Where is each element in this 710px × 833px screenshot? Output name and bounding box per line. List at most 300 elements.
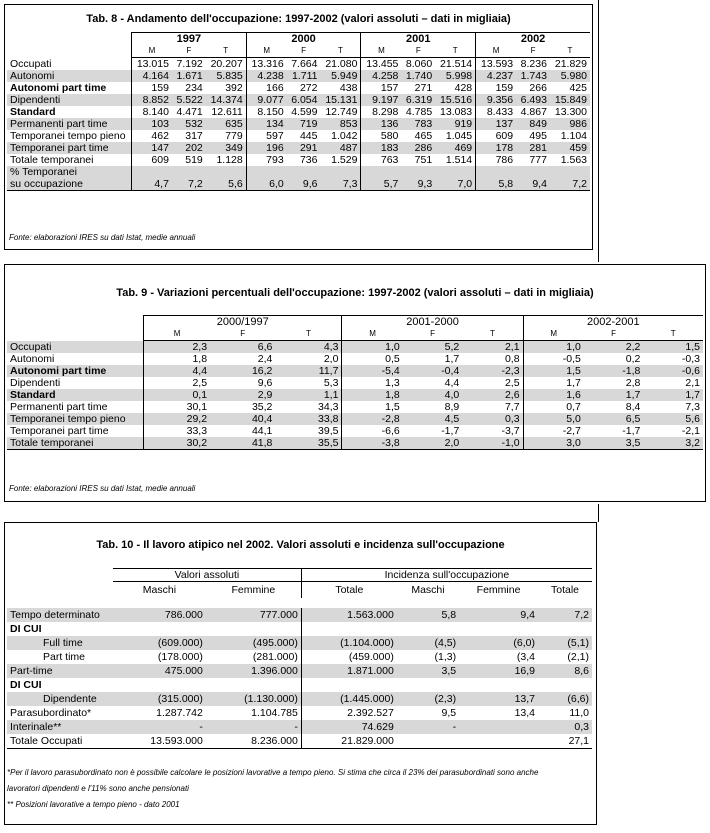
cell-value: 6.319	[401, 94, 435, 106]
cell-empty	[287, 166, 321, 178]
cell-value: 157	[361, 82, 401, 94]
row-label: Totale temporanei	[7, 437, 144, 450]
cell-value: 786	[476, 154, 516, 166]
cell-value: 5.949	[320, 70, 360, 82]
table-10-note-2: lavoratori dipendenti e l'11% sono anche pensionati	[7, 784, 189, 793]
cell-value: (1.445.000)	[301, 692, 396, 706]
table-10-group-header	[7, 569, 592, 582]
cell-empty	[132, 166, 172, 178]
cell-value: 425	[569, 82, 587, 94]
cell-value: 1.128	[216, 154, 243, 166]
cell-value: 495	[529, 130, 547, 142]
row-label: Occupati	[10, 57, 52, 70]
table-row	[7, 437, 703, 450]
cell-value: 5,7	[361, 178, 401, 191]
row-label: Full time	[7, 636, 113, 650]
cell-value: 13.593.000	[150, 735, 203, 747]
cell-value: 8,6	[538, 664, 592, 678]
cell-value: 15.131	[320, 94, 360, 106]
table-10-corner	[7, 569, 113, 582]
table-row	[7, 664, 592, 678]
table-10-bottom-rule	[7, 749, 592, 752]
cell-value: 1,7	[584, 389, 644, 401]
cell-value: 1.671	[172, 70, 206, 82]
cell-value: 13.083	[440, 106, 473, 118]
table-row	[7, 692, 592, 706]
cell-value: (1,3)	[434, 651, 457, 663]
cell-value: 16,9	[459, 664, 538, 678]
cell-value: 5,8	[397, 608, 459, 622]
cell-value: -	[113, 720, 206, 734]
cell-value: 4.164	[132, 70, 172, 82]
cell-value: 11,7	[275, 365, 342, 377]
cell-value: 1,5	[523, 365, 584, 377]
cell-value: 849	[516, 118, 550, 130]
cell-value: 136	[361, 118, 401, 130]
table-row	[7, 377, 703, 389]
cell-value: 7,7	[504, 401, 520, 413]
table-row	[7, 706, 592, 720]
cell-value: 14.374	[206, 94, 246, 106]
cell-value: 1.871.000	[301, 664, 396, 678]
cell-value: 0,5	[342, 353, 403, 365]
cell-value: 27,1	[568, 735, 589, 747]
table-9-sub-T: T	[275, 328, 342, 341]
cell-value: 8.433	[476, 106, 516, 118]
cell-value: 266	[529, 82, 547, 94]
row-label: Temporanei part time	[7, 142, 132, 154]
cell-value	[301, 622, 396, 636]
cell-value: 0,2	[625, 353, 641, 365]
cell-value: 3,0	[523, 437, 584, 450]
table-9-bottom-rule	[7, 450, 703, 453]
cell-value: 1,8	[342, 389, 403, 401]
cell-value: 1,8	[144, 353, 211, 365]
table-row-pct	[7, 178, 590, 191]
row-label: Part time	[43, 651, 86, 663]
cell-value: (4,5)	[397, 636, 459, 650]
row-label: su occupazione	[7, 178, 132, 191]
row-label: Temporanei tempo pieno	[10, 130, 126, 142]
cell-value: 1.396.000	[206, 664, 301, 678]
cell-value: 5,3	[323, 377, 339, 389]
cell-value: 21.829.000	[301, 734, 396, 749]
table-row	[7, 353, 703, 365]
cell-value: 35,2	[251, 401, 273, 413]
table-10-col: Maschi	[142, 584, 177, 596]
table-10-group-absolute: Valori assoluti	[113, 569, 301, 582]
cell-empty	[516, 166, 550, 178]
table-row	[7, 720, 592, 734]
cell-empty	[246, 166, 286, 178]
row-label: Autonomi part time	[10, 82, 107, 94]
cell-value: 2,9	[210, 389, 275, 401]
cell-value: 777.000	[206, 608, 301, 622]
cell-value: 1.514	[445, 154, 473, 166]
row-label: Occupati	[7, 341, 144, 354]
cell-value: 8.140	[132, 106, 172, 118]
row-label: Part-time	[7, 664, 113, 678]
table-8-corner-2	[7, 45, 132, 58]
cell-value: 30,2	[144, 437, 211, 450]
cell-value: 8.298	[361, 106, 401, 118]
cell-value: 8.852	[132, 94, 172, 106]
cell-value: 4.867	[520, 106, 547, 118]
table-8-title: Tab. 8 - Andamento dell'occupazione: 1997-2002 (valori assoluti – dati in migliaia)	[86, 13, 511, 25]
cell-value: -0,5	[523, 353, 584, 365]
cell-value: 16,2	[210, 365, 275, 377]
cell-value: 4.238	[246, 70, 286, 82]
cell-value: 4,0	[403, 389, 463, 401]
cell-value: 783	[401, 118, 435, 130]
cell-value	[459, 678, 538, 692]
table-row	[7, 413, 703, 425]
table-8-year-1997: 1997	[132, 33, 247, 46]
table-10-col: Totale	[301, 582, 396, 599]
cell-value: 2,3	[144, 341, 211, 354]
cell-value: 74.629	[301, 720, 396, 734]
cell-value: 392	[225, 82, 243, 94]
cell-value	[459, 720, 538, 734]
cell-value: 1.743	[516, 70, 550, 82]
table-8-sub-M: M	[132, 45, 172, 58]
table-row	[7, 94, 590, 106]
cell-value: 438	[339, 82, 358, 94]
table-10-col: Maschi	[411, 584, 445, 596]
cell-value	[397, 734, 459, 749]
table-row	[7, 106, 590, 118]
cell-value: 137	[476, 118, 516, 130]
cell-value: 30,1	[144, 401, 211, 413]
table-10-box	[4, 522, 597, 825]
row-label: Autonomi part time	[7, 365, 144, 377]
cell-value	[301, 678, 396, 692]
cell-value: 4.258	[361, 70, 401, 82]
cell-value	[397, 622, 459, 636]
cell-value	[397, 678, 459, 692]
cell-value: 159	[132, 82, 172, 94]
cell-value: 986	[550, 118, 590, 130]
cell-empty	[435, 166, 475, 178]
table-row	[7, 425, 703, 437]
cell-value: 34,3	[318, 401, 339, 413]
cell-value: 0,3	[462, 413, 523, 425]
cell-value: (6,0)	[459, 636, 538, 650]
rule	[7, 450, 703, 453]
cell-value: 134	[246, 118, 286, 130]
table-9-sub-F: F	[403, 328, 463, 341]
cell-value: 9,3	[401, 178, 435, 191]
row-label: Dipendente	[7, 692, 113, 706]
cell-value: 1.045	[445, 130, 473, 142]
table-10	[7, 568, 592, 751]
cell-value: 7,2	[550, 178, 590, 191]
row-label: Autonomi	[10, 353, 55, 365]
cell-value: 1.287.742	[156, 707, 203, 719]
cell-value: 281	[516, 142, 550, 154]
cell-value: (178.000)	[157, 651, 203, 663]
cell-value: 13.316	[246, 58, 286, 71]
cell-value: 272	[299, 82, 318, 94]
cell-value: 4.599	[291, 106, 318, 118]
cell-value: 779	[225, 130, 243, 142]
cell-value: 597	[246, 130, 286, 142]
cell-value: -2,3	[462, 365, 523, 377]
cell-value: 4,4	[444, 377, 460, 389]
cell-value: 234	[185, 82, 203, 94]
cell-value: -3,7	[501, 425, 520, 437]
cell-value: 7,3	[320, 178, 360, 191]
cell-value: 428	[454, 82, 473, 94]
row-label: Temporanei tempo pieno	[7, 413, 144, 425]
cell-value: 183	[361, 142, 401, 154]
cell-value: 12.749	[325, 106, 358, 118]
cell-value: (5,1)	[538, 636, 592, 650]
cell-value: 13.593	[476, 58, 516, 71]
cell-value: 2,5	[144, 377, 211, 389]
cell-value: 4.785	[405, 106, 433, 118]
cell-value: 9,4	[459, 608, 538, 622]
table-10-col: Femmine	[476, 584, 521, 596]
cell-value: 519	[185, 154, 203, 166]
cell-value: 1.529	[331, 154, 358, 166]
cell-value: 29,2	[144, 413, 211, 425]
table-8-sub-F: F	[287, 45, 321, 58]
cell-value: -2,1	[681, 425, 700, 437]
table-8-year-header	[7, 33, 590, 46]
cell-value: 8.060	[405, 58, 433, 70]
cell-empty	[550, 166, 590, 178]
cell-value: 13,4	[514, 707, 535, 719]
table-9-corner	[7, 316, 144, 329]
cell-value: 2,4	[257, 353, 273, 365]
table-8-sub-M: M	[246, 45, 286, 58]
cell-value: 5,6	[643, 413, 703, 425]
cell-value: 147	[132, 142, 172, 154]
cell-value: 166	[246, 82, 286, 94]
cell-empty	[361, 166, 401, 178]
cell-value: 33,3	[144, 425, 211, 437]
cell-value	[206, 678, 301, 692]
cell-value: -0,4	[403, 365, 463, 377]
cell-value: 465	[414, 130, 433, 142]
table-8-sub-F: F	[172, 45, 206, 58]
cell-value	[459, 622, 538, 636]
table-8-sub-T: T	[206, 45, 246, 58]
table-9-sub-F: F	[210, 328, 275, 341]
table-9-period-header	[7, 316, 703, 329]
cell-value: 317	[185, 130, 203, 142]
cell-value: 196	[246, 142, 286, 154]
cell-value: 2.392.527	[301, 706, 396, 720]
table-10-col-header	[7, 582, 592, 599]
cell-value: 736	[299, 154, 318, 166]
cell-value: -2,7	[523, 425, 584, 437]
cell-value: 6,5	[584, 413, 644, 425]
cell-value: 763	[361, 154, 401, 166]
cell-value: 462	[132, 130, 172, 142]
cell-value: 1,3	[342, 377, 403, 389]
cell-value: -1,0	[462, 437, 523, 450]
table-8-sub-M: M	[361, 45, 401, 58]
cell-value: 751	[414, 154, 433, 166]
table-8-box	[4, 4, 593, 250]
cell-value: 5,0	[523, 413, 584, 425]
cell-value: 8,4	[625, 401, 641, 413]
cell-value: 2,0	[403, 437, 463, 450]
table-row	[7, 734, 592, 749]
cell-value: 11,0	[569, 707, 589, 719]
cell-value: 2,8	[625, 377, 641, 389]
cell-value: 291	[287, 142, 321, 154]
cell-empty	[401, 166, 435, 178]
cell-value: 7,0	[435, 178, 475, 191]
table-9-period: 2002-2001	[523, 316, 703, 329]
cell-value: 459	[550, 142, 590, 154]
table-10-spacer	[7, 598, 592, 608]
row-label: Standard	[10, 106, 56, 118]
table-row	[7, 365, 703, 377]
table-8	[7, 32, 590, 193]
table-row-pct-label	[7, 166, 590, 178]
row-label: Permanenti part time	[10, 401, 108, 413]
cell-value: 13.015	[132, 58, 172, 71]
cell-value: 6.493	[516, 94, 550, 106]
table-9-title: Tab. 9 - Variazioni percentuali dell'occupazione: 1997-2002 (valori assoluti – dati in migliaia)	[116, 287, 594, 299]
table-8-sub-T: T	[550, 45, 590, 58]
row-label: Temporanei part time	[10, 425, 109, 437]
table-10-col: Femmine	[231, 584, 276, 596]
table-8-year-2002: 2002	[476, 33, 590, 46]
cell-value: 13.300	[554, 106, 587, 118]
table-10-title: Tab. 10 - Il lavoro atipico nel 2002. Valori assoluti e incidenza sull'occupazione	[96, 539, 505, 551]
cell-value: 786.000	[113, 608, 206, 622]
cell-value: 1,0	[342, 341, 403, 354]
cell-value: 5.522	[172, 94, 206, 106]
cell-value: -5,4	[342, 365, 403, 377]
cell-value	[206, 622, 301, 636]
table-row	[7, 130, 590, 142]
table-row	[7, 70, 590, 82]
page-right-rule-lower	[598, 504, 599, 522]
cell-value: 7.664	[291, 58, 318, 70]
table-8-source: Fonte: elaborazioni IRES su dati Istat, medie annuali	[9, 233, 196, 242]
cell-empty	[476, 166, 516, 178]
table-9-box	[4, 264, 706, 502]
cell-value: 1,7	[643, 389, 703, 401]
cell-value: 1.104	[560, 130, 587, 142]
table-row	[7, 401, 703, 413]
cell-value: 2,6	[462, 389, 523, 401]
cell-value: 7,2	[538, 608, 592, 622]
table-8-sub-T: T	[320, 45, 360, 58]
table-row	[7, 622, 592, 636]
table-9-period: 2001-2000	[342, 316, 523, 329]
table-row	[7, 636, 592, 650]
table-row	[7, 389, 703, 401]
cell-value: 271	[414, 82, 433, 94]
table-10-col: Totale	[550, 584, 580, 596]
cell-value: 4.471	[176, 106, 203, 118]
cell-value: 3,5	[584, 437, 644, 450]
cell-value: 3,2	[643, 437, 703, 450]
cell-value: 349	[206, 142, 246, 154]
cell-value: 1.740	[401, 70, 435, 82]
table-9-sub-M: M	[523, 328, 584, 341]
cell-value: 7,3	[685, 401, 700, 413]
spacer	[7, 598, 592, 608]
cell-value: 5,2	[403, 341, 463, 354]
table-9-sub-T: T	[643, 328, 703, 341]
cell-value: 487	[320, 142, 360, 154]
cell-value: 4,3	[275, 341, 342, 354]
cell-value: 9,5	[441, 707, 457, 719]
cell-value: 609	[132, 154, 172, 166]
cell-value: 469	[435, 142, 475, 154]
cell-value: 1,7	[523, 377, 584, 389]
cell-value: 6,6	[210, 341, 275, 354]
cell-value: 4,5	[403, 413, 463, 425]
table-9-source: Fonte: elaborazioni IRES su dati Istat, medie annuali	[9, 484, 196, 493]
cell-value: (1.104.000)	[301, 636, 396, 650]
page-right-rule	[598, 0, 599, 262]
table-8-bottom-rule	[7, 191, 590, 194]
cell-value: 178	[476, 142, 516, 154]
cell-value: 475.000	[113, 664, 206, 678]
cell-value: 159	[476, 82, 516, 94]
cell-value: 1,0	[523, 341, 584, 354]
table-row	[7, 341, 703, 354]
cell-value: 1.711	[287, 70, 321, 82]
cell-value: -0,6	[643, 365, 703, 377]
cell-value: 9.197	[361, 94, 401, 106]
cell-value: 532	[172, 118, 206, 130]
cell-value: 7.192	[176, 58, 203, 70]
cell-value: 1,5	[643, 341, 703, 354]
cell-value: (2,3)	[397, 692, 459, 706]
cell-value: 8,9	[444, 401, 460, 413]
table-8-sub-F: F	[401, 45, 435, 58]
cell-value: 35,5	[275, 437, 342, 450]
cell-value: 5,8	[476, 178, 516, 191]
cell-value: -1,7	[441, 425, 460, 437]
table-row	[7, 82, 590, 94]
cell-value: 12.611	[211, 106, 243, 118]
cell-value: 103	[132, 118, 172, 130]
cell-value: 4.237	[476, 70, 516, 82]
cell-value: 8.236	[520, 58, 547, 70]
cell-value: 1.563.000	[301, 608, 396, 622]
table-9-sub-F: F	[584, 328, 644, 341]
table-10-note-1: *Per il lavoro parasubordinato non è possibile calcolare le posizioni lavorative a tempo pieno. Si stima che circa il 23% dei parasubordinati sono anche	[7, 768, 539, 777]
table-9-sub-T: T	[462, 328, 523, 341]
cell-value: (459.000)	[301, 650, 396, 664]
cell-value: 0,1	[144, 389, 211, 401]
row-label: Totale Occupati	[10, 735, 83, 747]
row-label: Autonomi	[7, 70, 132, 82]
cell-value: -3,8	[342, 437, 403, 450]
cell-value: -0,3	[681, 353, 700, 365]
table-8-sub-T: T	[435, 45, 475, 58]
cell-value: 793	[246, 154, 286, 166]
cell-value	[113, 622, 206, 636]
cell-value: 2,1	[685, 377, 700, 389]
cell-value: 9,6	[287, 178, 321, 191]
cell-value: 5.835	[206, 70, 246, 82]
cell-value: 8.236.000	[251, 735, 298, 747]
cell-value: 0,3	[538, 720, 592, 734]
row-label: Tempo determinato	[7, 608, 113, 622]
